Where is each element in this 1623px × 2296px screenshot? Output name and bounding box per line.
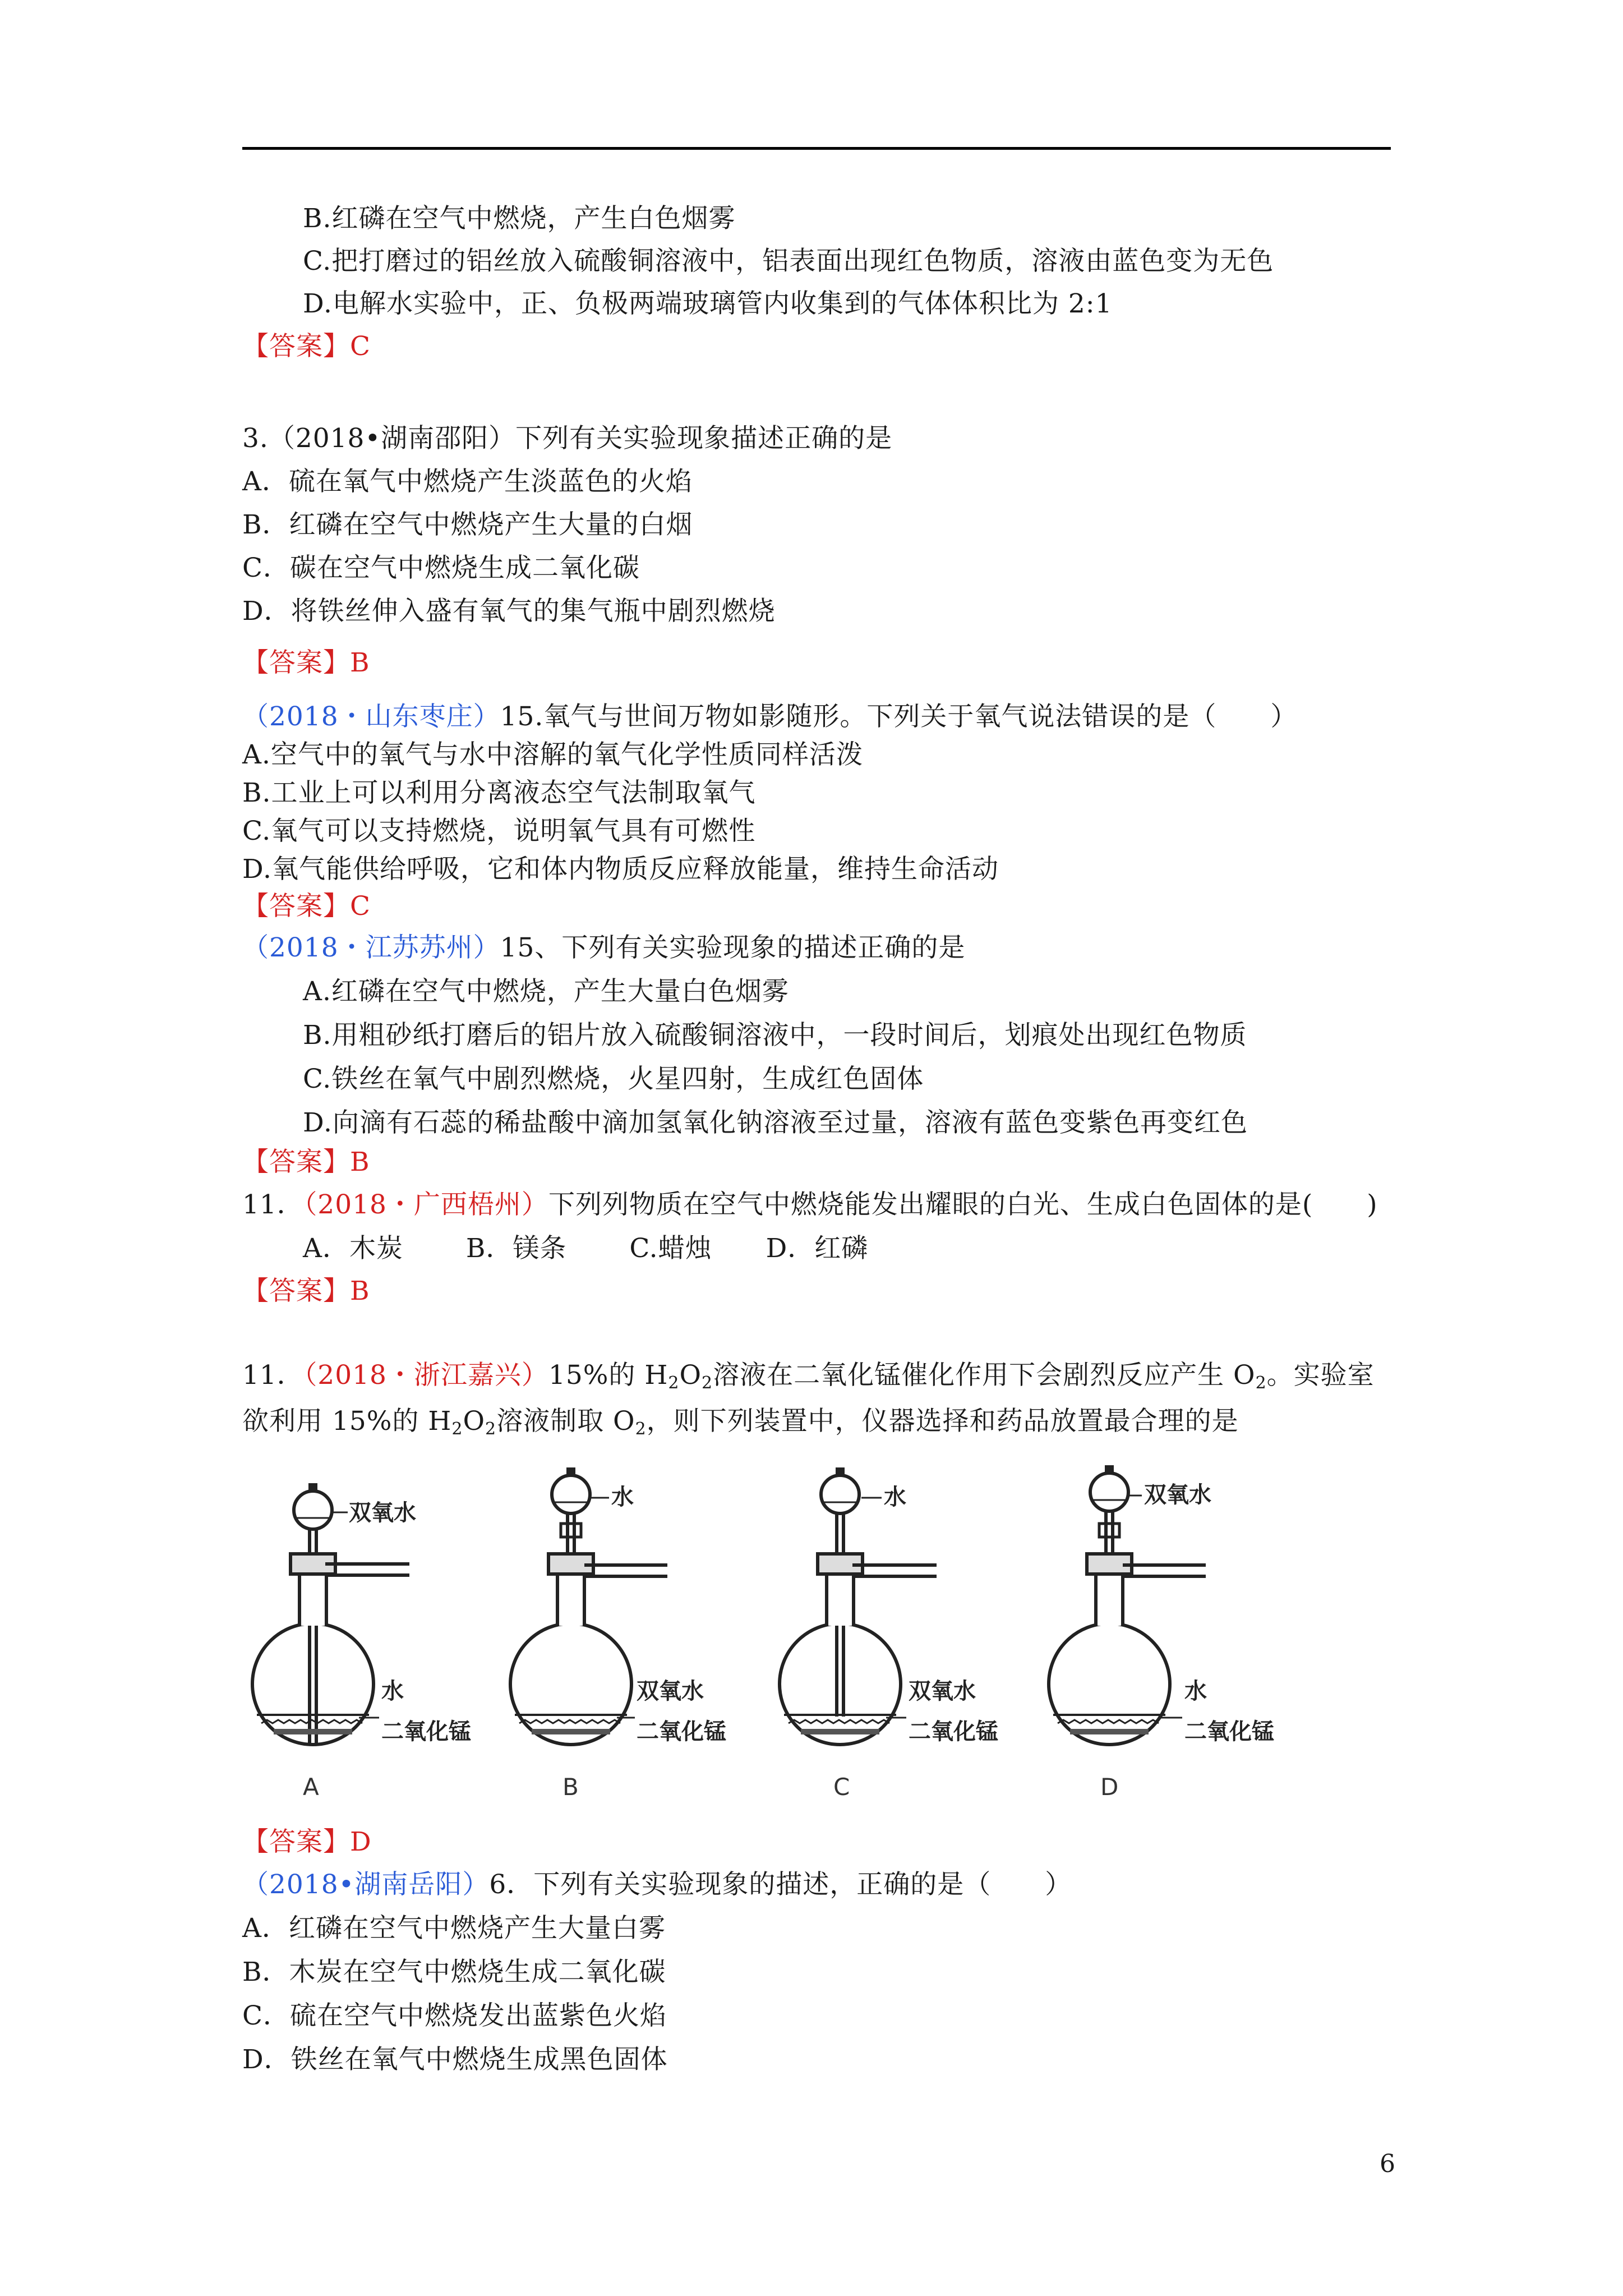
label-c-flask1: 双氧水	[909, 1678, 976, 1704]
stem-part: ，则下列装置中，仪器选择和药品放置最合理的是	[646, 1406, 1239, 1437]
option-c: C.氧气可以支持燃烧，说明氧气具有可燃性	[242, 816, 756, 846]
label-b-funnel: 水	[611, 1484, 634, 1510]
label-c-funnel: 水	[884, 1484, 906, 1510]
subscript: 2	[1255, 1373, 1267, 1393]
option-a: A．硫在氧气中燃烧产生淡蓝色的火焰	[242, 466, 693, 497]
question-text: 15、下列有关实验现象的描述正确的是	[500, 932, 966, 963]
caption-a: A	[303, 1773, 319, 1801]
option-d: D．铁丝在氧气中燃烧生成黑色固体	[242, 2044, 668, 2075]
stem-part: 15%的 H	[548, 1360, 668, 1391]
question-stem: 3.（2018•湖南邵阳）下列有关实验现象描述正确的是	[242, 423, 893, 454]
caption-c: C	[833, 1773, 850, 1801]
option-a: A.空气中的氧气与水中溶解的氧气化学性质同样活泼	[242, 739, 863, 770]
answer-label: 【答案】	[242, 647, 350, 678]
subscript: 2	[451, 1419, 463, 1439]
option-a: A．红磷在空气中燃烧产生大量白雾	[242, 1913, 666, 1944]
question-text: 6．下列有关实验现象的描述，正确的是（ ）	[489, 1869, 1072, 1900]
stem-part: 溶液制取 O	[496, 1406, 635, 1437]
question-source: （2018•湖南岳阳）	[242, 1869, 490, 1900]
subscript: 2	[635, 1419, 647, 1439]
caption-b: B	[562, 1773, 579, 1801]
question-source: （2018・江苏苏州）	[242, 932, 500, 963]
question-text: 15.氧气与世间万物如影随形。下列关于氧气说法错误的是（ ）	[500, 701, 1298, 732]
subscript: 2	[668, 1373, 680, 1393]
label-a-funnel: 双氧水	[349, 1500, 416, 1526]
answer-value: D	[350, 1826, 372, 1857]
option-b: B．红磷在空气中燃烧产生大量的白烟	[242, 509, 693, 540]
question-source: （2018・山东枣庄）	[242, 701, 500, 732]
option-b: B.用粗砂纸打磨后的铝片放入硫酸铜溶液中，一段时间后，划痕处出现红色物质	[303, 1020, 1247, 1051]
option-c: C.把打磨过的铝丝放入硫酸铜溶液中，铝表面出现红色物质，溶液由蓝色变为无色	[303, 246, 1274, 277]
option-b: B.工业上可以利用分离液态空气法制取氧气	[242, 777, 756, 808]
option-b: B．木炭在空气中燃烧生成二氧化碳	[242, 1957, 666, 1987]
option-a: A.红磷在空气中燃烧，产生大量白色烟雾	[303, 976, 789, 1007]
question-number: 11．	[242, 1360, 304, 1391]
answer-value: C	[350, 331, 371, 362]
answer-label: 【答案】	[242, 891, 350, 922]
answer-label: 【答案】	[242, 1276, 350, 1306]
answer-label: 【答案】	[242, 331, 350, 362]
option-d: D．将铁丝伸入盛有氧气的集气瓶中剧烈燃烧	[242, 596, 776, 627]
option-c: C.铁丝在氧气中剧烈燃烧，火星四射，生成红色固体	[303, 1064, 924, 1094]
question-stem	[242, 1868, 1072, 1902]
option-c: C．碳在空气中燃烧生成二氧化碳	[242, 553, 640, 583]
answer-label: 【答案】	[242, 1826, 350, 1857]
question-text: 下列列物质在空气中燃烧能发出耀眼的白光、生成白色固体的是( )	[548, 1189, 1378, 1220]
stem-part: O	[463, 1406, 485, 1437]
answer-value: C	[350, 891, 371, 922]
apparatus-c	[780, 1467, 998, 1801]
label-b-flask1: 双氧水	[637, 1678, 704, 1704]
label-a-flask2: 二氧化锰	[381, 1719, 471, 1745]
label-b-flask2: 二氧化锰	[637, 1719, 726, 1745]
label-d-flask1: 水	[1184, 1678, 1207, 1704]
options-line: A．木炭 B．镁条 C.蜡烛 D．红磷	[303, 1233, 869, 1264]
subscript: 2	[701, 1373, 713, 1393]
apparatus-a	[252, 1483, 471, 1801]
option-b: B.红磷在空气中燃烧，产生白色烟雾	[303, 203, 736, 234]
option-d: D.向滴有石蕊的稀盐酸中滴加氢氧化钠溶液至过量，溶液有蓝色变紫色再变红色	[303, 1107, 1248, 1138]
answer-value: B	[350, 1147, 370, 1177]
label-d-flask2: 二氧化锰	[1184, 1719, 1274, 1745]
label-c-flask2: 二氧化锰	[909, 1719, 998, 1745]
stem-part: 欲利用 15%的 H	[242, 1406, 452, 1437]
question-number: 11．	[242, 1189, 304, 1220]
question-source: （2018・浙江嘉兴）	[303, 1360, 548, 1391]
label-d-funnel: 双氧水	[1144, 1482, 1211, 1508]
answer-label: 【答案】	[242, 1147, 350, 1177]
answer-value: B	[350, 1276, 370, 1306]
stem-part: 。实验室	[1266, 1360, 1375, 1391]
answer-value: B	[350, 647, 370, 678]
option-d: D.电解水实验中，正、负极两端玻璃管内收集到的气体体积比为 2:1	[303, 288, 1113, 319]
subscript: 2	[485, 1419, 497, 1439]
stem-part: 溶液在二氧化锰催化作用下会剧烈反应产生 O	[713, 1360, 1256, 1391]
option-d: D.氧气能供给呼吸，它和体内物质反应释放能量，维持生命活动	[242, 854, 999, 885]
apparatus-d	[1049, 1465, 1274, 1801]
apparatus-b	[510, 1467, 726, 1801]
question-source: （2018・广西梧州）	[303, 1189, 548, 1220]
answer-line	[242, 1825, 372, 1859]
label-a-flask1: 水	[381, 1678, 404, 1704]
stem-part: O	[679, 1360, 702, 1391]
page-number: 6	[1380, 2150, 1395, 2178]
option-c: C．硫在空气中燃烧发出蓝紫色火焰	[242, 2000, 667, 2031]
caption-d: D	[1100, 1773, 1119, 1801]
